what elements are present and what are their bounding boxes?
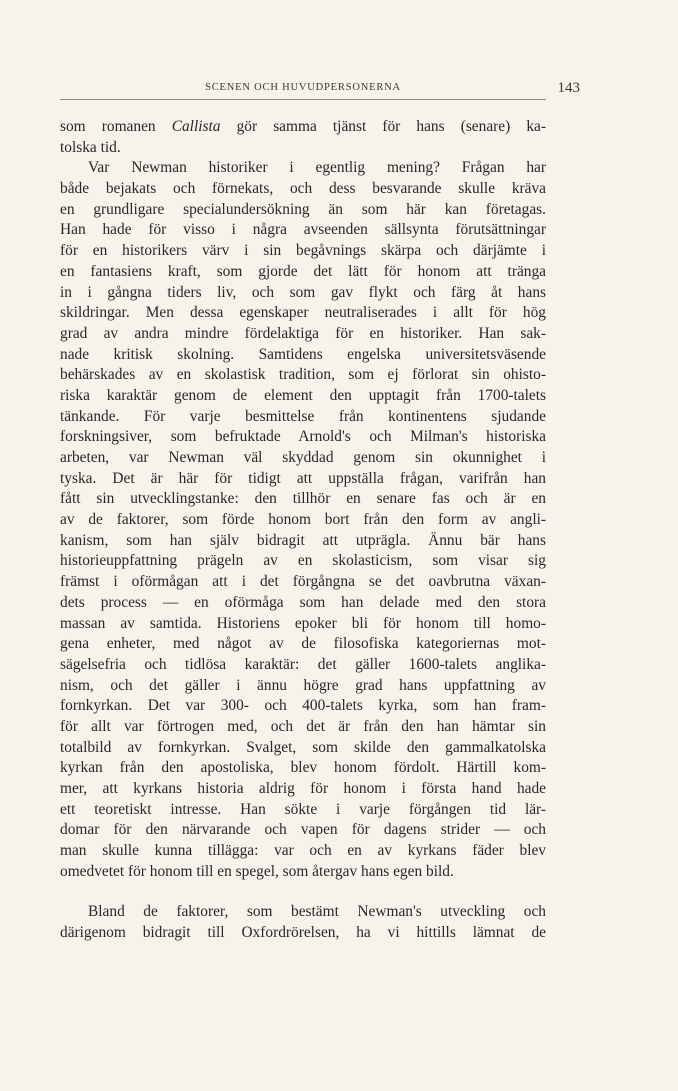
text-line: både bejakats och förnekats, och dess besvarande skulle kräva — [60, 180, 546, 198]
text-line: en fantasiens kraft, som gjorde det lätt för honom att tränga — [60, 262, 546, 280]
text-line: tolska tid. — [60, 138, 121, 156]
text-line: omedvetet för honom till en spegel, som återgav hans egen bild. — [60, 862, 454, 880]
text-line: behärskades av en skolastisk tradition, som ej förlorat sin ohisto- — [60, 366, 546, 384]
text-line: arbeten, var Newman väl skyddad genom sin okunnighet i — [60, 449, 546, 466]
paragraph — [60, 117, 546, 882]
text-line: som romanen Callista gör samma tjänst för hans (senare) ka- — [60, 118, 546, 135]
running-title: SCENEN OCH HUVUDPERSONERNA — [205, 82, 401, 93]
text-line: skildringar. Men dessa egenskaper neutraliserades i allt för hög — [60, 304, 546, 322]
paragraph — [60, 902, 546, 943]
text-line: främst i oförmågan att i det förgångna se det oavbrutna växan- — [60, 573, 546, 591]
text-line: historieuppfattning prägeln av en skolasticism, som visar sig — [60, 552, 546, 570]
text-line: sägelsefria och tidlösa karaktär: det gäller 1600-talets anglika- — [60, 655, 546, 673]
text-line: massan av samtida. Historiens epoker bli för honom till homo- — [60, 614, 546, 632]
text-line: tyska. Det är här för tidigt att uppställa frågan, varifrån han — [60, 469, 546, 487]
text-line: ett teoretiskt intresse. Han sökte i varje förgången tid lär- — [60, 800, 546, 818]
text-line: gena enheter, med något av de filosofiska kategoriernas mot- — [60, 635, 546, 653]
text-line: Han hade för visso i några avseenden sällsynta förutsättningar — [60, 221, 546, 239]
text-line: mer, att kyrkans historia aldrig för honom i första hand hade — [60, 780, 546, 797]
text-line: fornkyrkan. Det var 300- och 400-talets kyrka, som han fram- — [60, 697, 546, 715]
text-line: en grundligare specialundersökning än som här kan företagas. — [60, 200, 546, 218]
italic-title: Callista — [171, 118, 221, 135]
text-line: därigenom bidragit till Oxfordrörelsen, ha vi hittills lämnat de — [60, 924, 546, 942]
body-text — [60, 117, 546, 944]
header-rule — [60, 99, 546, 100]
text-line: nade kritisk skolning. Samtidens engelska universitetsväsende — [60, 345, 546, 363]
text-line: för allt var förtrogen med, och det är från den han hämtar sin — [60, 717, 546, 735]
text-line: tänkande. För varje besmittelse från kontinentens sjudande — [60, 407, 546, 425]
text-line: kyrkan från den apostoliska, blev honom fördolt. Härtill kom- — [60, 759, 546, 777]
text-line: dets process — en oförmåga som han delade med den stora — [60, 593, 546, 611]
page-number: 143 — [557, 80, 580, 96]
paragraph-gap — [60, 882, 546, 902]
text-line: kanism, som han själv bidragit att utprägla. Ännu bär hans — [60, 531, 546, 549]
text-line: riska karaktär genom de element den upptagit från 1700-talets — [60, 386, 546, 404]
text-line: forskningsiver, som befruktade Arnold's och Milman's historiska — [60, 428, 546, 446]
text-line: man skulle kunna tillägga: var och en av kyrkans fäder blev — [60, 842, 546, 860]
text-line: för en historikers värv i sin begåvnings skärpa och därjämte i — [60, 242, 546, 260]
text-line: domar för den närvarande och vapen för dagens strider — och — [60, 821, 546, 839]
text-line: nism, och det gäller i ännu högre grad hans uppfattning av — [60, 676, 546, 694]
text-line: grad av andra mindre fördelaktiga för en historiker. Han sak- — [60, 324, 546, 342]
text-line: Bland de faktorer, som bestämt Newman's utveckling och — [88, 903, 546, 921]
text-line: fått sin utvecklingstanke: den tillhör en senare fas och är en — [60, 490, 546, 508]
text-line: av de faktorer, som förde honom bort från den form av angli- — [60, 511, 546, 529]
text-line: in i gångna tiders liv, och som gav flykt och färg åt hans — [60, 283, 546, 301]
text-line: Var Newman historiker i egentlig mening? Frågan har — [88, 159, 546, 177]
text-line: totalbild av fornkyrkan. Svalget, som skilde den gammalkatolska — [60, 738, 546, 756]
